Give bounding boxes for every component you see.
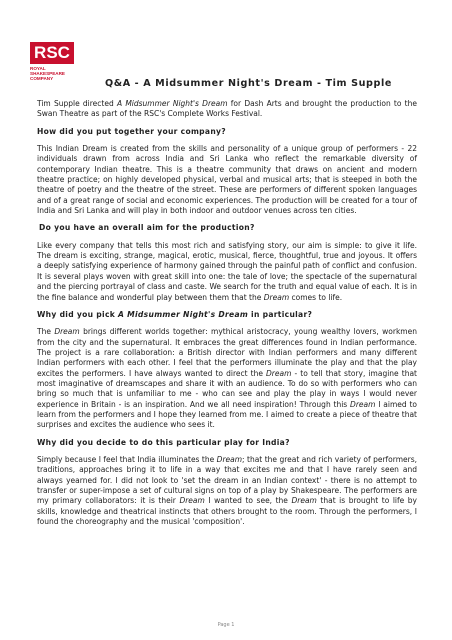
rsc-logo — [30, 42, 74, 86]
question-3: Why did you pick A Midsummer Night's Dream in particular? — [37, 309, 313, 319]
answer-1: This Indian Dream is created from the skills and personality of a unique group of performers - 22 individuals drawn from across India and Sri Lanka who reflect the remarkable diversity of contemporary Indian theatre. This is a theatre community that draws on ancient and modern theatre practice; on highly developed physical, verbal and musical arts; that is steeped in both the theatre of poetry and the theatre of the street. These are performers of different spoken languages and of a great range of social and economic experiences. The production will be created for a tour of India and Sri Lanka and will play in both indoor and outdoor venues across ten cities. — [37, 144, 417, 216]
logo-line-company: COMPANY — [30, 76, 54, 82]
page-title: Q&A - A Midsummer Night's Dream - Tim Supple — [105, 78, 392, 89]
page-number: Page 1 — [217, 622, 235, 628]
rsc-logo-text — [30, 66, 90, 82]
question-4: Why did you decide to do this particular play for India? — [37, 437, 290, 447]
logo-line-shakespeare: SHAKESPEARE — [30, 71, 65, 77]
answer-2: Like every company that tells this most rich and satisfying story, our aim is simple: to give it life. The dream is exciting, strange, magical, erotic, musical, fierce, thoughtful, true and joyous. It offers a deeply satisfying experience of harmony gained through the painful path of conflict and confusion. It is several plays woven with great skill into one: the tale of love; the spectacle of the supernatural and the piercing portrayal of class and caste. We search for the truth and equal value of each. It is in the fine balance and wonderful play between them that the Dream comes to life. — [37, 240, 417, 302]
question-1: How did you put together your company? — [37, 126, 227, 136]
document-body — [37, 99, 417, 534]
rsc-logo-mark: RSC — [30, 42, 74, 64]
logo-line-royal: ROYAL — [30, 66, 46, 71]
answer-3: The Dream brings different worlds together: mythical aristocracy, young wealthy lovers, workmen from the city and the supernatural. It embraces the great differences found in Indian performance. The project is a rare collaboration: a British director with Indian performers and many different Indian performers with each other. I feel that the performers illuminate the play and that the play excites the performers. I have always wanted to direct the Dream - to tell that story, imagine that most imaginative of dreamscapes and share it with an audience. To do so with performers who can bring so much that is unfamiliar to me - who can see and play the play in ways I would never experience in Britain - is an inspiration. And we all need inspiration! Through this Dream I aimed to learn from the performers and I hope they learned from me. I aimed to create a piece of theatre that surprises and excites the audience who sees it. — [37, 327, 417, 430]
question-2: Do you have an overall aim for the production? — [39, 223, 255, 233]
intro-paragraph: Tim Supple directed A Midsummer Night's Dream for Dash Arts and brought the production to the Swan Theatre as part of the RSC's Complete Works Festival. — [37, 99, 417, 119]
answer-4: Simply because I feel that India illuminates the Dream; that the great and rich variety of performers, traditions, approaches bring it to life in a way that excites me and that I have rarely seen and always yearned for. I did not look to 'set the dream in an Indian context' - there is no attempt to transfer or super-impose a set of cultural signs on top of a play by Shakespeare. The performers are my primary collaborators: it is their Dream I wanted to see, the Dream that is brought to life by skills, knowledge and theatrical instincts that others brought to the room. Through the performers, I found the choreography and the musical 'composition'. — [37, 454, 417, 527]
